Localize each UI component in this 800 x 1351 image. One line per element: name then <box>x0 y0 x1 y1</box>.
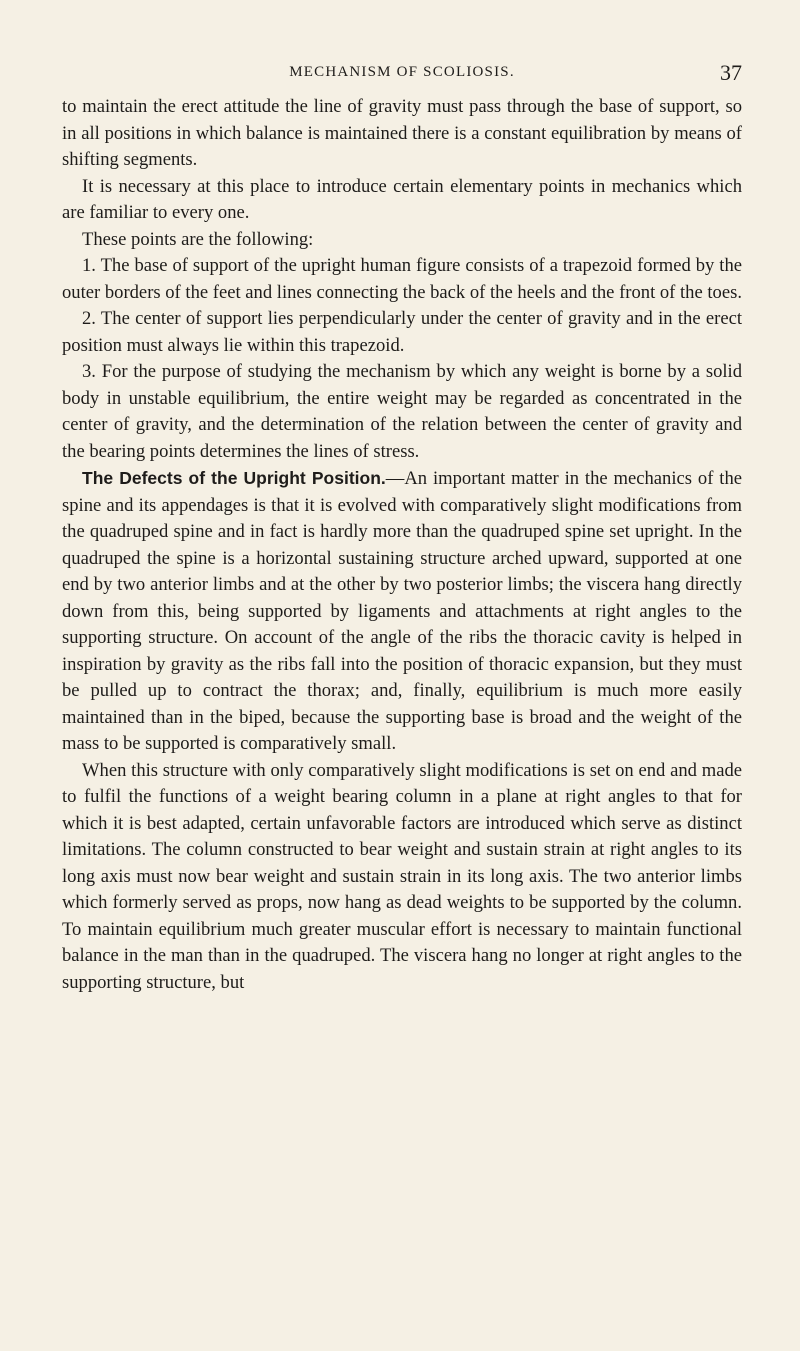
paragraph-point-2: 2. The center of support lies perpendicularly under the center of gravity and in the erect position must always lie within this trapezoid. <box>62 308 742 356</box>
paragraph-intro: It is necessary at this place to introduce certain elementary points in mechanics which are familiar to every one. <box>62 175 742 223</box>
section-heading: The Defects of the Upright Position. <box>82 468 386 488</box>
running-title: MECHANISM OF SCOLIOSIS. <box>289 64 515 80</box>
page-number: 37 <box>720 60 742 85</box>
paragraph-points-lead: These points are the following: <box>82 228 314 250</box>
paragraph-point-1: 1. The base of support of the upright human figure consists of a trapezoid formed by the outer borders of the feet and lines connecting the back of the heels and the front of the toes. <box>62 255 742 303</box>
paragraph-continuation: to maintain the erect attitude the line of gravity must pass through the base of support, so in all positions in which balance is maintained there is a constant equilibration by means of shifting segments. <box>62 96 742 170</box>
section-lead-text: —An important matter in the mechanics of the spine and its appendages is that it is evolved with comparatively slight modifications from the quadruped spine and in fact is hardly more than the quadruped spine set upright. In the quadruped the spine is a horizontal sustaining structure arched upward, supported at one end by two anterior limbs and at the other by two posterior limbs; the viscera hang directly down from this, being supported by ligaments and attachments at right angles to the supporting structure. On account of the angle of the ribs the thoracic cavity is helped in inspiration by gravity as the ribs fall into the position of thoracic expansion, but they must be pulled up to contract the thorax; and, finally, equilibrium is much more easily maintained than in the biped, because the supporting base is broad and the weight of the mass to be supported is comparatively small. <box>62 468 743 754</box>
paragraph-closing: When this structure with only comparatively slight modifications is set on end and made to fulfil the functions of a weight bearing column in a plane at right angles to that for which it is best adapted, certain unfavorable factors are introduced which serve as distinct limitations. The column constructed to bear weight and sustain strain at right angles to its long axis must now bear weight and sustain strain in its long axis. The two anterior limbs which formerly served as props, now hang as dead weights to be supported by the column. To maintain equilibrium much greater muscular effort is necessary to maintain functional balance in the man than in the quadruped. The viscera hang no longer at right angles to the supporting structure, but <box>62 759 742 993</box>
paragraph-point-3: 3. For the purpose of studying the mechanism by which any weight is borne by a solid body in unstable equilibrium, the entire weight may be regarded as concentrated in the center of gravity, and the determination of the relation between the center of gravity and the bearing points determines the lines of stress. <box>62 361 742 462</box>
paragraph-section-defects <box>62 465 742 758</box>
running-head <box>62 58 742 88</box>
body-text <box>62 94 742 996</box>
book-page <box>62 58 742 996</box>
